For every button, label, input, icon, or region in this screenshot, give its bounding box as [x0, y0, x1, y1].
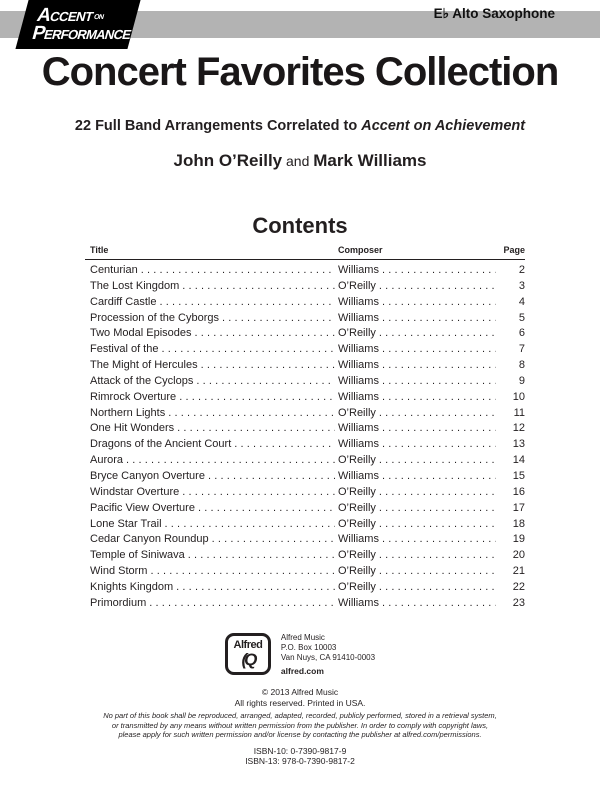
- page-title: Concert Favorites Collection: [41, 50, 559, 94]
- dot-leader: [379, 279, 496, 295]
- dot-leader: [379, 485, 496, 501]
- copyright-line: © 2013 Alfred Music: [261, 687, 339, 697]
- logo-performance-initial: P: [29, 23, 48, 44]
- piece-title: The Lost Kingdom: [90, 279, 180, 292]
- table-row: [85, 406, 525, 422]
- composer-name: O’Reilly: [338, 501, 376, 514]
- dot-leader: [161, 342, 335, 358]
- page-number: 19: [512, 533, 525, 546]
- composer-name: Williams: [338, 533, 379, 546]
- dot-leader: [382, 596, 496, 612]
- dot-leader: [382, 358, 496, 374]
- rights-line: All rights reserved. Printed in USA.: [234, 697, 366, 708]
- isbn-10: ISBN-10: 0-7390-9817-9: [253, 745, 347, 756]
- dot-leader: [149, 596, 335, 612]
- piece-title: Primordium: [90, 596, 147, 609]
- composer-name: Williams: [338, 264, 379, 276]
- piece-title: Bryce Canyon Overture: [90, 469, 205, 482]
- contents-table: [85, 245, 525, 612]
- composer-name: Williams: [338, 311, 379, 324]
- dot-leader: [176, 580, 335, 596]
- address-line: Alfred Music: [280, 633, 325, 642]
- piece-title: Cardiff Castle: [90, 295, 157, 308]
- page-number: 11: [513, 406, 525, 419]
- page-number: 12: [512, 422, 525, 435]
- page-number: 13: [512, 438, 525, 451]
- page-number: 21: [512, 565, 525, 578]
- dot-leader: [159, 295, 335, 311]
- page-number: 23: [512, 596, 525, 609]
- instrument-label: E♭ Alto Saxophone: [433, 5, 555, 21]
- table-row: [85, 580, 525, 596]
- composer-name: Williams: [338, 469, 379, 482]
- composer-name: Williams: [338, 359, 379, 372]
- piece-title: Windstar Overture: [90, 485, 180, 498]
- piece-title: Dragons of the Ancient Court: [90, 438, 232, 451]
- author-1: John O’Reilly: [173, 151, 283, 170]
- table-row: [85, 548, 525, 564]
- composer-name: O’Reilly: [338, 549, 376, 562]
- subtitle-series-name: Accent on Achievement: [361, 118, 526, 134]
- table-row: [85, 311, 525, 327]
- page-number: 17: [512, 501, 525, 514]
- table-row: [85, 374, 525, 390]
- logo-performance-rest: ERFORMANCE: [42, 27, 133, 42]
- dot-leader: [177, 421, 335, 437]
- byline: [0, 151, 600, 171]
- composer-name: Williams: [338, 596, 379, 609]
- composer-name: Williams: [338, 343, 379, 356]
- isbn-13: ISBN-13: 978-0-7390-9817-2: [245, 755, 355, 766]
- dot-leader: [382, 263, 496, 279]
- dot-leader: [188, 548, 335, 564]
- logo-accent-initial: A: [34, 5, 54, 26]
- dot-leader: [182, 485, 335, 501]
- piece-title: Rimrock Overture: [90, 390, 177, 403]
- table-row: [85, 390, 525, 406]
- column-header-composer: Composer: [338, 245, 383, 255]
- page-number: 14: [512, 454, 525, 467]
- address-line: P.O. Box 10003: [280, 643, 337, 652]
- dot-leader: [168, 406, 335, 422]
- composer-name: O’Reilly: [338, 565, 376, 578]
- dot-leader: [382, 311, 496, 327]
- isbn-block: [0, 746, 600, 766]
- dot-leader: [165, 517, 335, 533]
- column-header-page: Page: [503, 245, 525, 255]
- dot-leader: [382, 342, 496, 358]
- piece-title: The Might of Hercules: [90, 359, 198, 372]
- logo-line-performance: [30, 24, 134, 43]
- alfred-logo: [225, 633, 271, 675]
- subtitle: [0, 118, 600, 134]
- composer-name: O’Reilly: [338, 279, 376, 292]
- logo-on-word: ON: [92, 14, 105, 21]
- table-row: [85, 532, 525, 548]
- byline-conjunction: and: [282, 153, 314, 169]
- page-number: 5: [518, 311, 525, 324]
- table-row: [85, 421, 525, 437]
- composer-name: Williams: [338, 390, 379, 403]
- table-row: [85, 485, 525, 501]
- dot-leader: [379, 406, 496, 422]
- alfred-logo-wordmark: Alfred: [233, 639, 263, 651]
- dot-leader: [382, 295, 496, 311]
- dot-leader: [379, 517, 496, 533]
- composer-name: O’Reilly: [338, 406, 376, 419]
- dot-leader: [196, 374, 335, 390]
- piece-title: Cedar Canyon Roundup: [90, 533, 209, 546]
- piece-title: Aurora: [90, 454, 124, 467]
- dot-leader: [379, 501, 496, 517]
- table-row: [85, 279, 525, 295]
- page-number: 9: [518, 374, 525, 387]
- piece-title: Pacific View Overture: [90, 501, 195, 514]
- column-header-title: Title: [90, 245, 109, 255]
- dot-leader: [179, 390, 335, 406]
- page-number: 16: [512, 485, 525, 498]
- table-row: [85, 263, 525, 279]
- table-row: [85, 453, 525, 469]
- dot-leader: [382, 437, 496, 453]
- dot-leader: [182, 279, 335, 295]
- piece-title: Knights Kingdom: [90, 580, 174, 593]
- page-number: 3: [518, 279, 525, 292]
- page-number: 20: [512, 549, 525, 562]
- accent-on-performance-logo: [15, 0, 140, 49]
- piece-title: Procession of the Cyborgs: [90, 311, 220, 324]
- dot-leader: [126, 453, 335, 469]
- composer-name: Williams: [338, 374, 379, 387]
- dot-leader: [201, 358, 335, 374]
- table-row: [85, 342, 525, 358]
- author-2: Mark Williams: [313, 151, 427, 170]
- table-row: [85, 501, 525, 517]
- dot-leader: [198, 501, 335, 517]
- dot-leader: [379, 548, 496, 564]
- table-row: [85, 437, 525, 453]
- piece-title: One Hit Wonders: [90, 422, 175, 435]
- dot-leader: [234, 437, 335, 453]
- dot-leader: [382, 421, 496, 437]
- legal-line: or transmitted by any means without written permission from the publisher. In order to comply with copyright laws,: [111, 720, 489, 730]
- logo-line-accent: [35, 6, 139, 25]
- dot-leader: [379, 580, 496, 596]
- table-row: [85, 295, 525, 311]
- piece-title: Lone Star Trail: [90, 517, 162, 530]
- composer-name: O’Reilly: [338, 454, 376, 467]
- dot-leader: [379, 453, 496, 469]
- page-number: 15: [512, 469, 525, 482]
- dot-leader: [382, 390, 496, 406]
- dot-leader: [222, 311, 335, 327]
- table-row: [85, 326, 525, 342]
- address-line: Van Nuys, CA 91410-0003: [280, 653, 376, 662]
- piece-title: Northern Lights: [90, 406, 166, 419]
- alfred-logo-mark-icon: (Q: [241, 650, 255, 669]
- publisher-block: [0, 633, 600, 766]
- composer-name: O’Reilly: [338, 485, 376, 498]
- legal-fine-print: [0, 711, 600, 740]
- page-number: 10: [512, 390, 525, 403]
- contents-heading: Contents: [252, 213, 348, 238]
- dot-leader: [141, 263, 335, 279]
- table-row: [85, 564, 525, 580]
- composer-name: Williams: [338, 295, 379, 308]
- copyright-notice: [0, 687, 600, 708]
- logo-accent-rest: CCENT: [48, 9, 95, 24]
- piece-title: Attack of the Cyclops: [90, 374, 194, 387]
- piece-title: Festival of the: [90, 343, 159, 356]
- page-number: 8: [518, 359, 525, 372]
- composer-name: O’Reilly: [338, 517, 376, 530]
- dot-leader: [382, 469, 496, 485]
- composer-name: Williams: [338, 422, 379, 435]
- table-row: [85, 517, 525, 533]
- piece-title: Temple of Siniwava: [90, 549, 185, 562]
- dot-leader: [379, 326, 496, 342]
- publisher-identity: [225, 633, 375, 676]
- page-number: 2: [518, 264, 525, 276]
- page-number: 22: [512, 580, 525, 593]
- piece-title: Centurian: [90, 264, 138, 276]
- page-number: 6: [518, 327, 525, 340]
- dot-leader: [379, 564, 496, 580]
- dot-leader: [382, 374, 496, 390]
- page-number: 7: [518, 343, 525, 356]
- dot-leader: [208, 469, 335, 485]
- composer-name: Williams: [338, 438, 379, 451]
- legal-line: please apply for such written permission and/or license by contacting the publisher at alfred.com/permissions.: [118, 730, 482, 740]
- table-row: [85, 596, 525, 612]
- dot-leader: [195, 326, 336, 342]
- table-row: [85, 469, 525, 485]
- dot-leader: [382, 532, 496, 548]
- composer-name: O’Reilly: [338, 580, 376, 593]
- piece-title: Two Modal Episodes: [90, 327, 192, 340]
- page-number: 4: [518, 295, 525, 308]
- contents-rows: [85, 263, 525, 612]
- table-row: [85, 358, 525, 374]
- contents-table-header: [85, 245, 525, 260]
- composer-name: O’Reilly: [338, 327, 376, 340]
- legal-line: No part of this book shall be reproduced, arranged, adapted, recorded, publicly performed, stored in a retrieval system,: [103, 711, 497, 720]
- publisher-website: alfred.com: [280, 666, 324, 676]
- publisher-address: [281, 633, 375, 676]
- dot-leader: [150, 564, 335, 580]
- dot-leader: [212, 532, 335, 548]
- subtitle-prefix: 22 Full Band Arrangements Correlated to: [74, 118, 362, 134]
- page-number: 18: [512, 517, 525, 530]
- piece-title: Wind Storm: [90, 565, 148, 578]
